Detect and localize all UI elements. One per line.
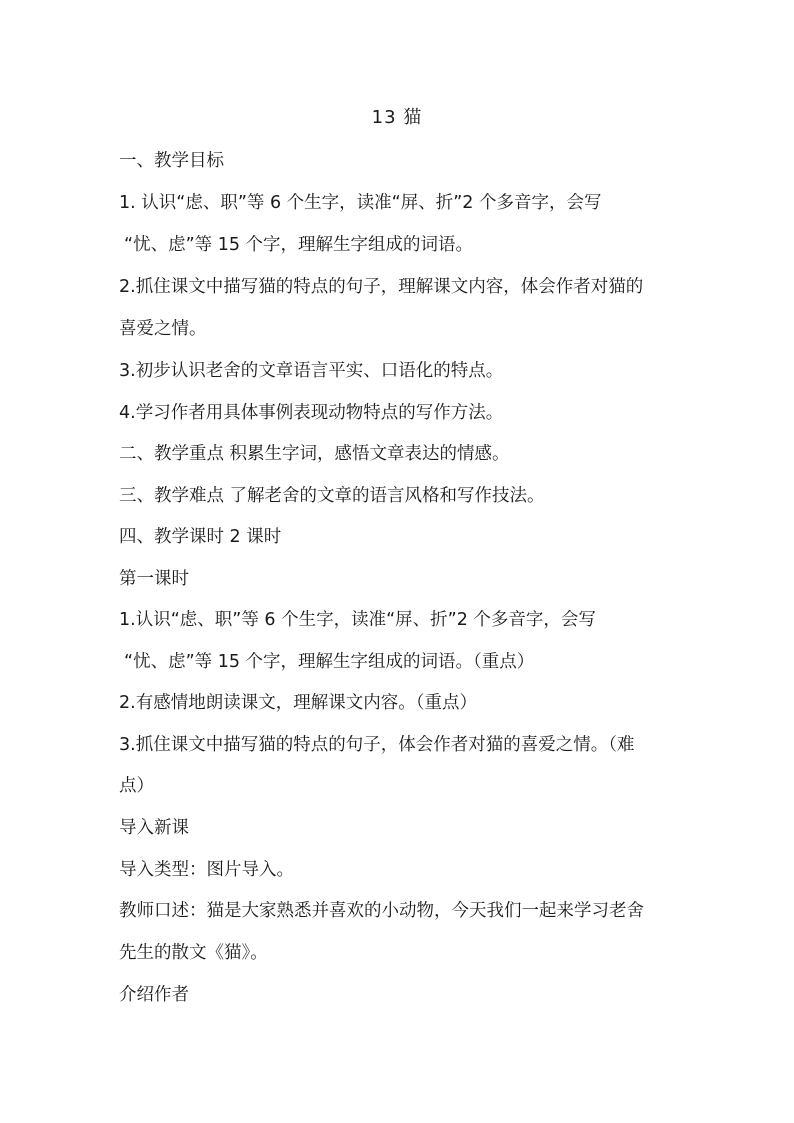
lesson-one-heading: 第一课时 <box>119 569 189 589</box>
teaching-hours: 四、教学课时 2 课时 <box>119 527 282 547</box>
teacher-narration-line-2: 先生的散文《猫》。 <box>119 943 268 963</box>
lesson-goal-1-line-2: “忧、虑”等 15 个字，理解生字组成的词语。（重点） <box>124 652 535 672</box>
author-intro-heading: 介绍作者 <box>119 985 189 1005</box>
lesson-goal-3-line-2: 点） <box>119 776 154 796</box>
teacher-narration-line-1: 教师口述：猫是大家熟悉并喜欢的小动物，今天我们一起来学习老舍 <box>119 901 644 921</box>
goal-4: 4.学习作者用具体事例表现动物特点的写作方法。 <box>119 403 504 423</box>
goal-3: 3.初步认识老舍的文章语言平实、口语化的特点。 <box>119 361 504 381</box>
goal-1-line-1: 1. 认识“虑、职”等 6 个生字，读准“屏、折”2 个多音字，会写 <box>119 193 602 213</box>
teaching-key-points: 二、教学重点 积累生字词，感悟文章表达的情感。 <box>119 444 510 464</box>
teaching-difficulties: 三、教学难点 了解老舍的文章的语言风格和写作技法。 <box>119 486 545 506</box>
goal-2-line-2: 喜爱之情。 <box>119 319 207 339</box>
lesson-goal-2: 2.有感情地朗读课文，理解课文内容。（重点） <box>119 693 477 713</box>
goal-2-line-1: 2.抓住课文中描写猫的特点的句子，理解课文内容，体会作者对猫的 <box>119 277 644 297</box>
intro-heading: 导入新课 <box>119 818 189 838</box>
goal-1-line-2: “忧、虑”等 15 个字，理解生字组成的词语。 <box>124 235 474 255</box>
page-title: 13 猫 <box>371 107 423 128</box>
lesson-goal-1-line-1: 1.认识“虑、职”等 6 个生字，读准“屏、折”2 个多音字，会写 <box>119 610 596 630</box>
lesson-goal-3-line-1: 3.抓住课文中描写猫的特点的句子，体会作者对猫的喜爱之情。（难 <box>119 735 635 755</box>
intro-type: 导入类型：图片导入。 <box>119 860 294 880</box>
section-heading-teaching-goals: 一、教学目标 <box>119 151 224 171</box>
